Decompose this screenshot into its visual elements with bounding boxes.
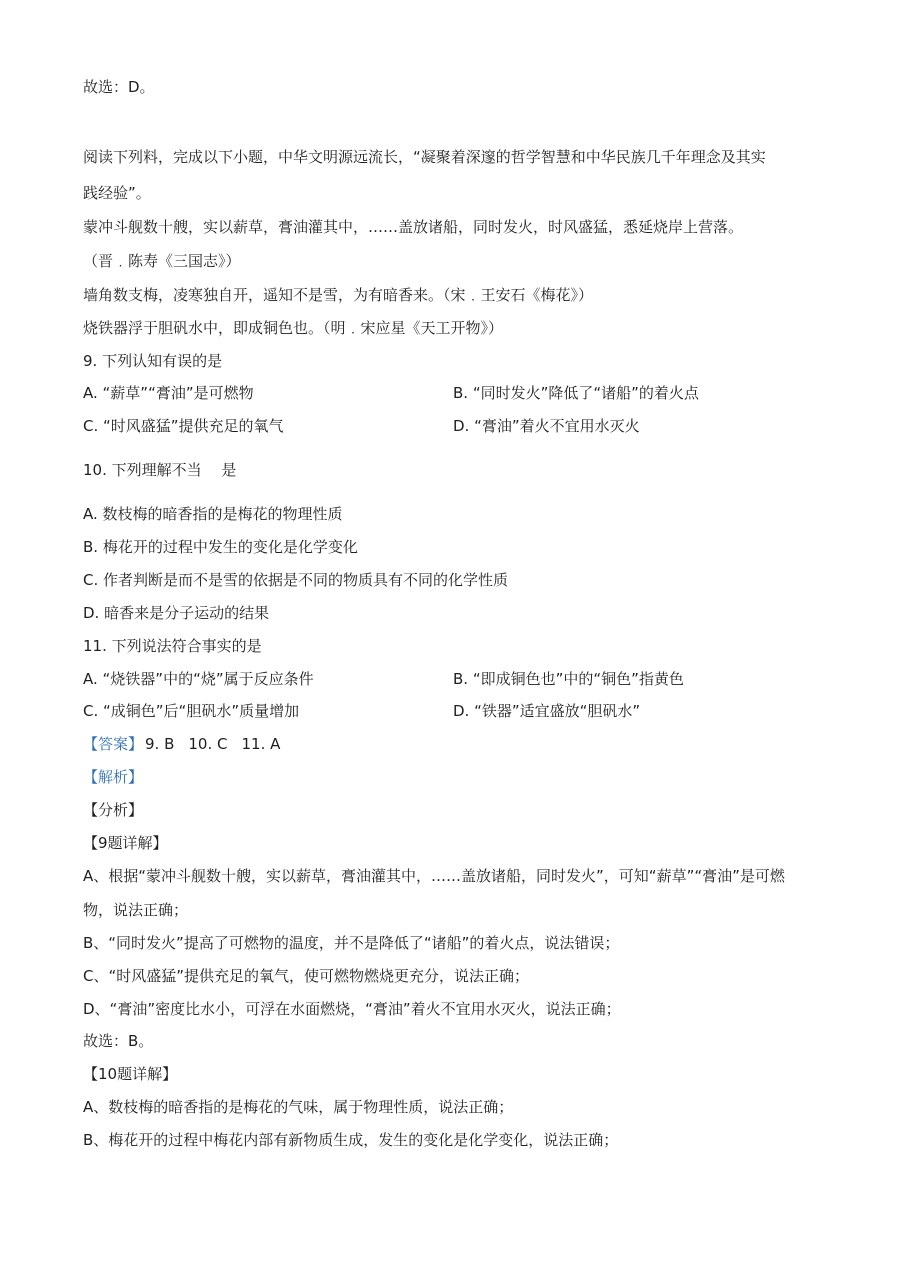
q10-detail-line: A、数枝梅的暗香指的是梅花的气味，属于物理性质，说法正确； <box>83 1098 514 1116</box>
question-9-option-d: D. “膏油”着火不宜用水灭火 <box>453 417 640 435</box>
q9-detail-line: B、“同时发火”提高了可燃物的温度，并不是降低了“诸船”的着火点，说法错误； <box>83 934 620 952</box>
previous-conclusion: 故选：D。 <box>83 78 155 96</box>
question-11-option-b: B. “即成铜色也”中的“铜色”指黄色 <box>453 670 684 688</box>
q10-detail-line: B、梅花开的过程中梅花内部有新物质生成，发生的变化是化学变化，说法正确； <box>83 1131 619 1149</box>
question-11-option-d: D. “铁器”适宜盛放“胆矾水” <box>453 702 641 720</box>
question-10-option-b: B. 梅花开的过程中发生的变化是化学变化 <box>83 538 358 556</box>
fenxi-heading: 【分析】 <box>83 801 144 819</box>
quote-tiangongkaiwu: 烧铁器浮于胆矾水中，即成铜色也。（明﹒宋应星《天工开物》） <box>83 319 504 337</box>
question-9-option-a: A. “薪草”“膏油”是可燃物 <box>83 384 254 402</box>
q9-detail-line: 物，说法正确； <box>83 901 189 919</box>
passage-intro-line-2: 践经验”。 <box>83 184 151 202</box>
answer-value: 9. B <box>145 735 175 753</box>
q9-detail-line: A、根据“蒙冲斗舰数十艘，实以薪草，膏油灌其中，……盖放诸船，同时发火”，可知“薪草”“膏油”是可燃 <box>83 867 785 885</box>
answer-label: 【答案】 <box>83 735 144 753</box>
q9-detail-line: C、“时风盛猛”提供充足的氧气，使可燃物燃烧更充分，说法正确； <box>83 967 530 985</box>
answer-value: 10. C <box>188 735 228 753</box>
q10-detail-heading: 【10题详解】 <box>83 1065 178 1083</box>
quote-sanguozhi-source: （晋﹒陈寿《三国志》） <box>83 252 241 270</box>
question-10-option-c: C. 作者判断是而不是雪的依据是不同的物质具有不同的化学性质 <box>83 571 509 589</box>
q9-detail-heading: 【9题详解】 <box>83 834 168 852</box>
question-10-option-d: D. 暗香来是分子运动的结果 <box>83 604 270 622</box>
question-9-option-b: B. “同时发火”降低了“诸船”的着火点 <box>453 384 699 402</box>
question-11-option-a: A. “烧铁器”中的“烧”属于反应条件 <box>83 670 314 688</box>
passage-intro-line-1: 阅读下列料，完成以下小题，中华文明源远流长，“凝聚着深邃的哲学智慧和中华民族几千年理念及其实 <box>83 148 766 166</box>
quote-meihua: 墙角数支梅，凌寒独自开，遥知不是雪，为有暗香来。（宋﹒王安石《梅花》） <box>83 286 594 304</box>
quote-sanguozhi: 蒙冲斗舰数十艘，实以薪草，膏油灌其中，……盖放诸船，同时发火，时风盛猛，悉延烧岸上营落。 <box>83 218 744 236</box>
question-10-option-a: A. 数枝梅的暗香指的是梅花的物理性质 <box>83 505 343 523</box>
answer-value: 11. A <box>241 735 281 753</box>
q9-detail-line: D、“膏油”密度比水小，可浮在水面燃烧，“膏油”着火不宜用水灭火，说法正确； <box>83 1000 621 1018</box>
question-11-stem: 11. 下列说法符合事实的是 <box>83 637 262 655</box>
question-11-option-c: C. “成铜色”后“胆矾水”质量增加 <box>83 702 300 720</box>
q9-conclusion: 故选：B。 <box>83 1032 154 1050</box>
question-9-option-c: C. “时风盛猛”提供充足的氧气 <box>83 417 284 435</box>
answer-line <box>83 734 280 754</box>
question-10-stem: 10. 下列理解不当 是 <box>83 461 237 479</box>
question-9-stem: 9. 下列认知有误的是 <box>83 352 223 370</box>
analysis-label: 【解析】 <box>83 768 144 786</box>
